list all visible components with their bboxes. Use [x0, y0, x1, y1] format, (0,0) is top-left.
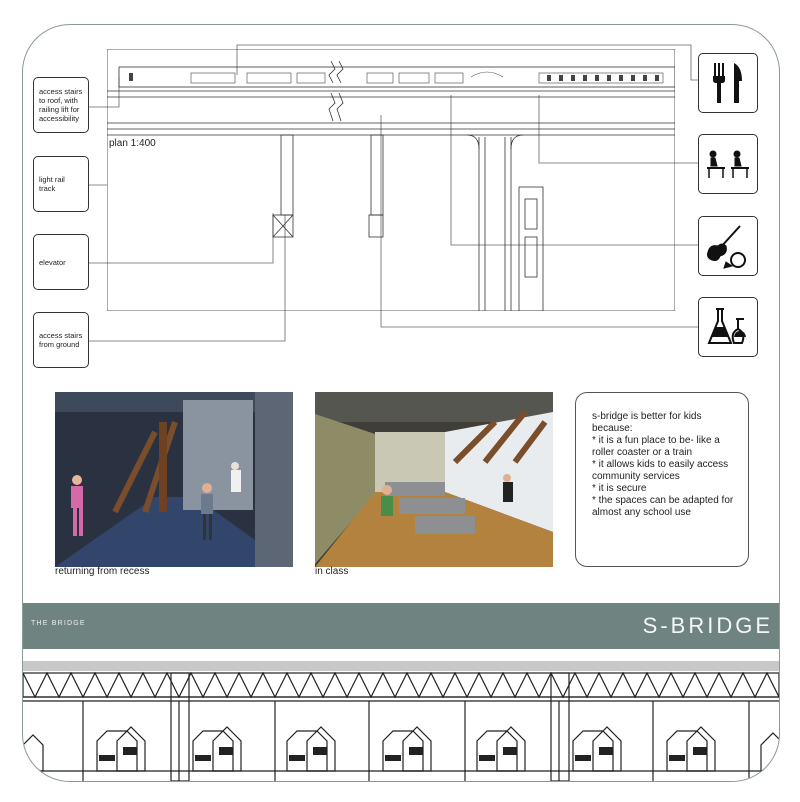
classroom-icon-box [698, 134, 758, 194]
recess-photo [55, 392, 293, 567]
lab-flasks-icon [706, 305, 750, 349]
class-photo [315, 392, 553, 567]
recess-caption: returning from recess [55, 566, 150, 577]
floor-plan [107, 49, 675, 311]
dining-icon-box [698, 53, 758, 113]
label-elevator-text: elevator [39, 257, 66, 267]
label-stairs-to-roof [33, 77, 89, 133]
benefits-text: s-bridge is better for kids because: * it is a fun place to be- like a roller coaster or a train * it allows kids to easily access community services * it is secure * the spaces can be adapted for almost any school use [592, 411, 734, 518]
label-light-rail [33, 156, 89, 212]
violin-horn-icon [704, 222, 752, 270]
bridge-elevation [23, 659, 779, 781]
fork-knife-icon [708, 61, 748, 105]
plan-scale-label: plan 1:400 [109, 138, 156, 149]
classroom-desks-icon [703, 148, 753, 180]
class-caption: in class [315, 566, 349, 577]
music-icon-box [698, 216, 758, 276]
label-elevator [33, 234, 89, 290]
banner-title: S-BRIDGE [642, 613, 773, 638]
presentation-board [22, 24, 780, 782]
lab-icon-box [698, 297, 758, 357]
banner-subtitle: THE BRIDGE [31, 620, 86, 627]
label-light-rail-text: light rail track [39, 175, 65, 193]
title-banner [23, 603, 779, 649]
label-stairs-to-roof-text: access stairs to roof, with railing lift for accessibility [39, 87, 83, 123]
benefits-textbox [575, 392, 749, 567]
label-stairs-from-ground [33, 312, 89, 368]
label-stairs-from-ground-text: access stairs from ground [39, 331, 83, 349]
